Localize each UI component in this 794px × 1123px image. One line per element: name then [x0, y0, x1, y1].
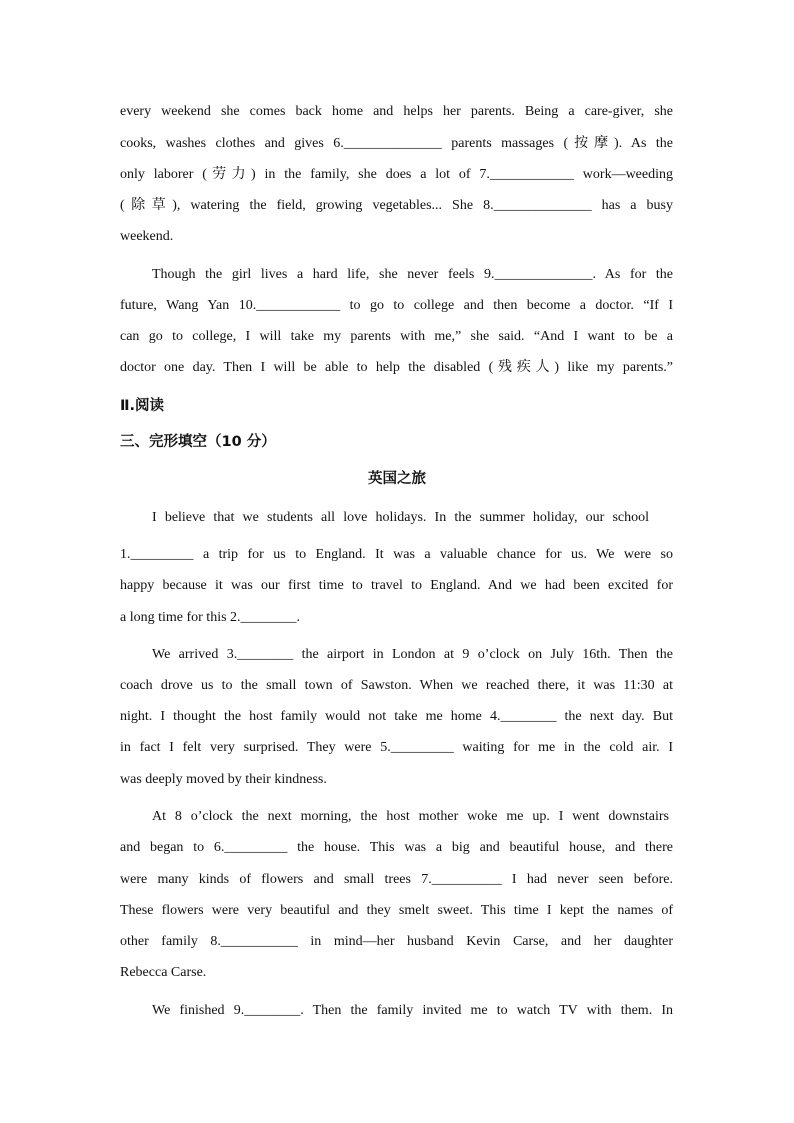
passage2-line-11: and began to 6._________ the house. This was a big and beautiful house, and there	[120, 840, 673, 855]
passage1-line-9: doctor one day. Then I will be able to help the disabled (残疾人) like my parents.”	[120, 360, 673, 375]
passage1-line-7: future, Wang Yan 10.____________ to go to college and then become a doctor. “If I	[120, 298, 673, 313]
passage2-line-15: Rebecca Carse.	[120, 965, 207, 980]
passage2-line-8: in fact I felt very surprised. They were 5._________ waiting for me in the cold air. I	[120, 740, 673, 755]
passage2-line-2: 1._________ a trip for us to England. It was a valuable chance for us. We were so	[120, 547, 673, 562]
passage2-line-5: We arrived 3.________ the airport in London at 9 o’clock on July 16th. Then the	[152, 647, 673, 662]
passage2-line-16: We finished 9.________. Then the family invited me to watch TV with them. In	[152, 1003, 673, 1018]
passage2-line-7: night. I thought the host family would not take me home 4.________ the next day. But	[120, 709, 673, 724]
passage2-line-4: a long time for this 2.________.	[120, 610, 301, 625]
passage1-line-2: cooks, washes clothes and gives 6.______________ parents massages (按摩). As the	[120, 136, 673, 151]
passage2-line-14: other family 8.___________ in mind—her husband Kevin Carse, and her daughter	[120, 934, 673, 949]
passage1-line-6: Though the girl lives a hard life, she never feels 9.______________. As for the	[152, 267, 673, 282]
cloze-title: 英国之旅	[368, 471, 426, 487]
section-heading-reading: Ⅱ.阅读	[120, 398, 165, 414]
passage1-line-3: only laborer (劳力) in the family, she does a lot of 7.____________ work—weeding	[120, 167, 673, 182]
passage1-line-8: can go to college, I will take my parents with me,” she said. “And I want to be a	[120, 329, 673, 344]
passage2-line-13: These flowers were very beautiful and they smelt sweet. This time I kept the names of	[120, 903, 673, 918]
passage2-line-9: was deeply moved by their kindness.	[120, 772, 327, 787]
section-heading-cloze: 三、完形填空（10 分）	[120, 434, 276, 450]
passage2-line-3: happy because it was our first time to travel to England. And we had been excited for	[120, 578, 673, 593]
passage1-line-1: every weekend she comes back home and helps her parents. Being a care-giver, she	[120, 104, 673, 119]
passage2-line-12: were many kinds of flowers and small trees 7.__________ I had never seen before.	[120, 872, 673, 887]
passage2-line-10: At 8 o’clock the next morning, the host mother woke me up. I went downstairs	[152, 809, 669, 824]
passage2-line-6: coach drove us to the small town of Sawston. When we reached there, it was 11:30 at	[120, 678, 673, 693]
passage2-line-1: I believe that we students all love holidays. In the summer holiday, our school	[152, 510, 649, 525]
passage1-line-4: (除草), watering the field, growing vegetables... She 8.______________ has a busy	[120, 198, 673, 213]
passage1-line-5: weekend.	[120, 229, 174, 244]
